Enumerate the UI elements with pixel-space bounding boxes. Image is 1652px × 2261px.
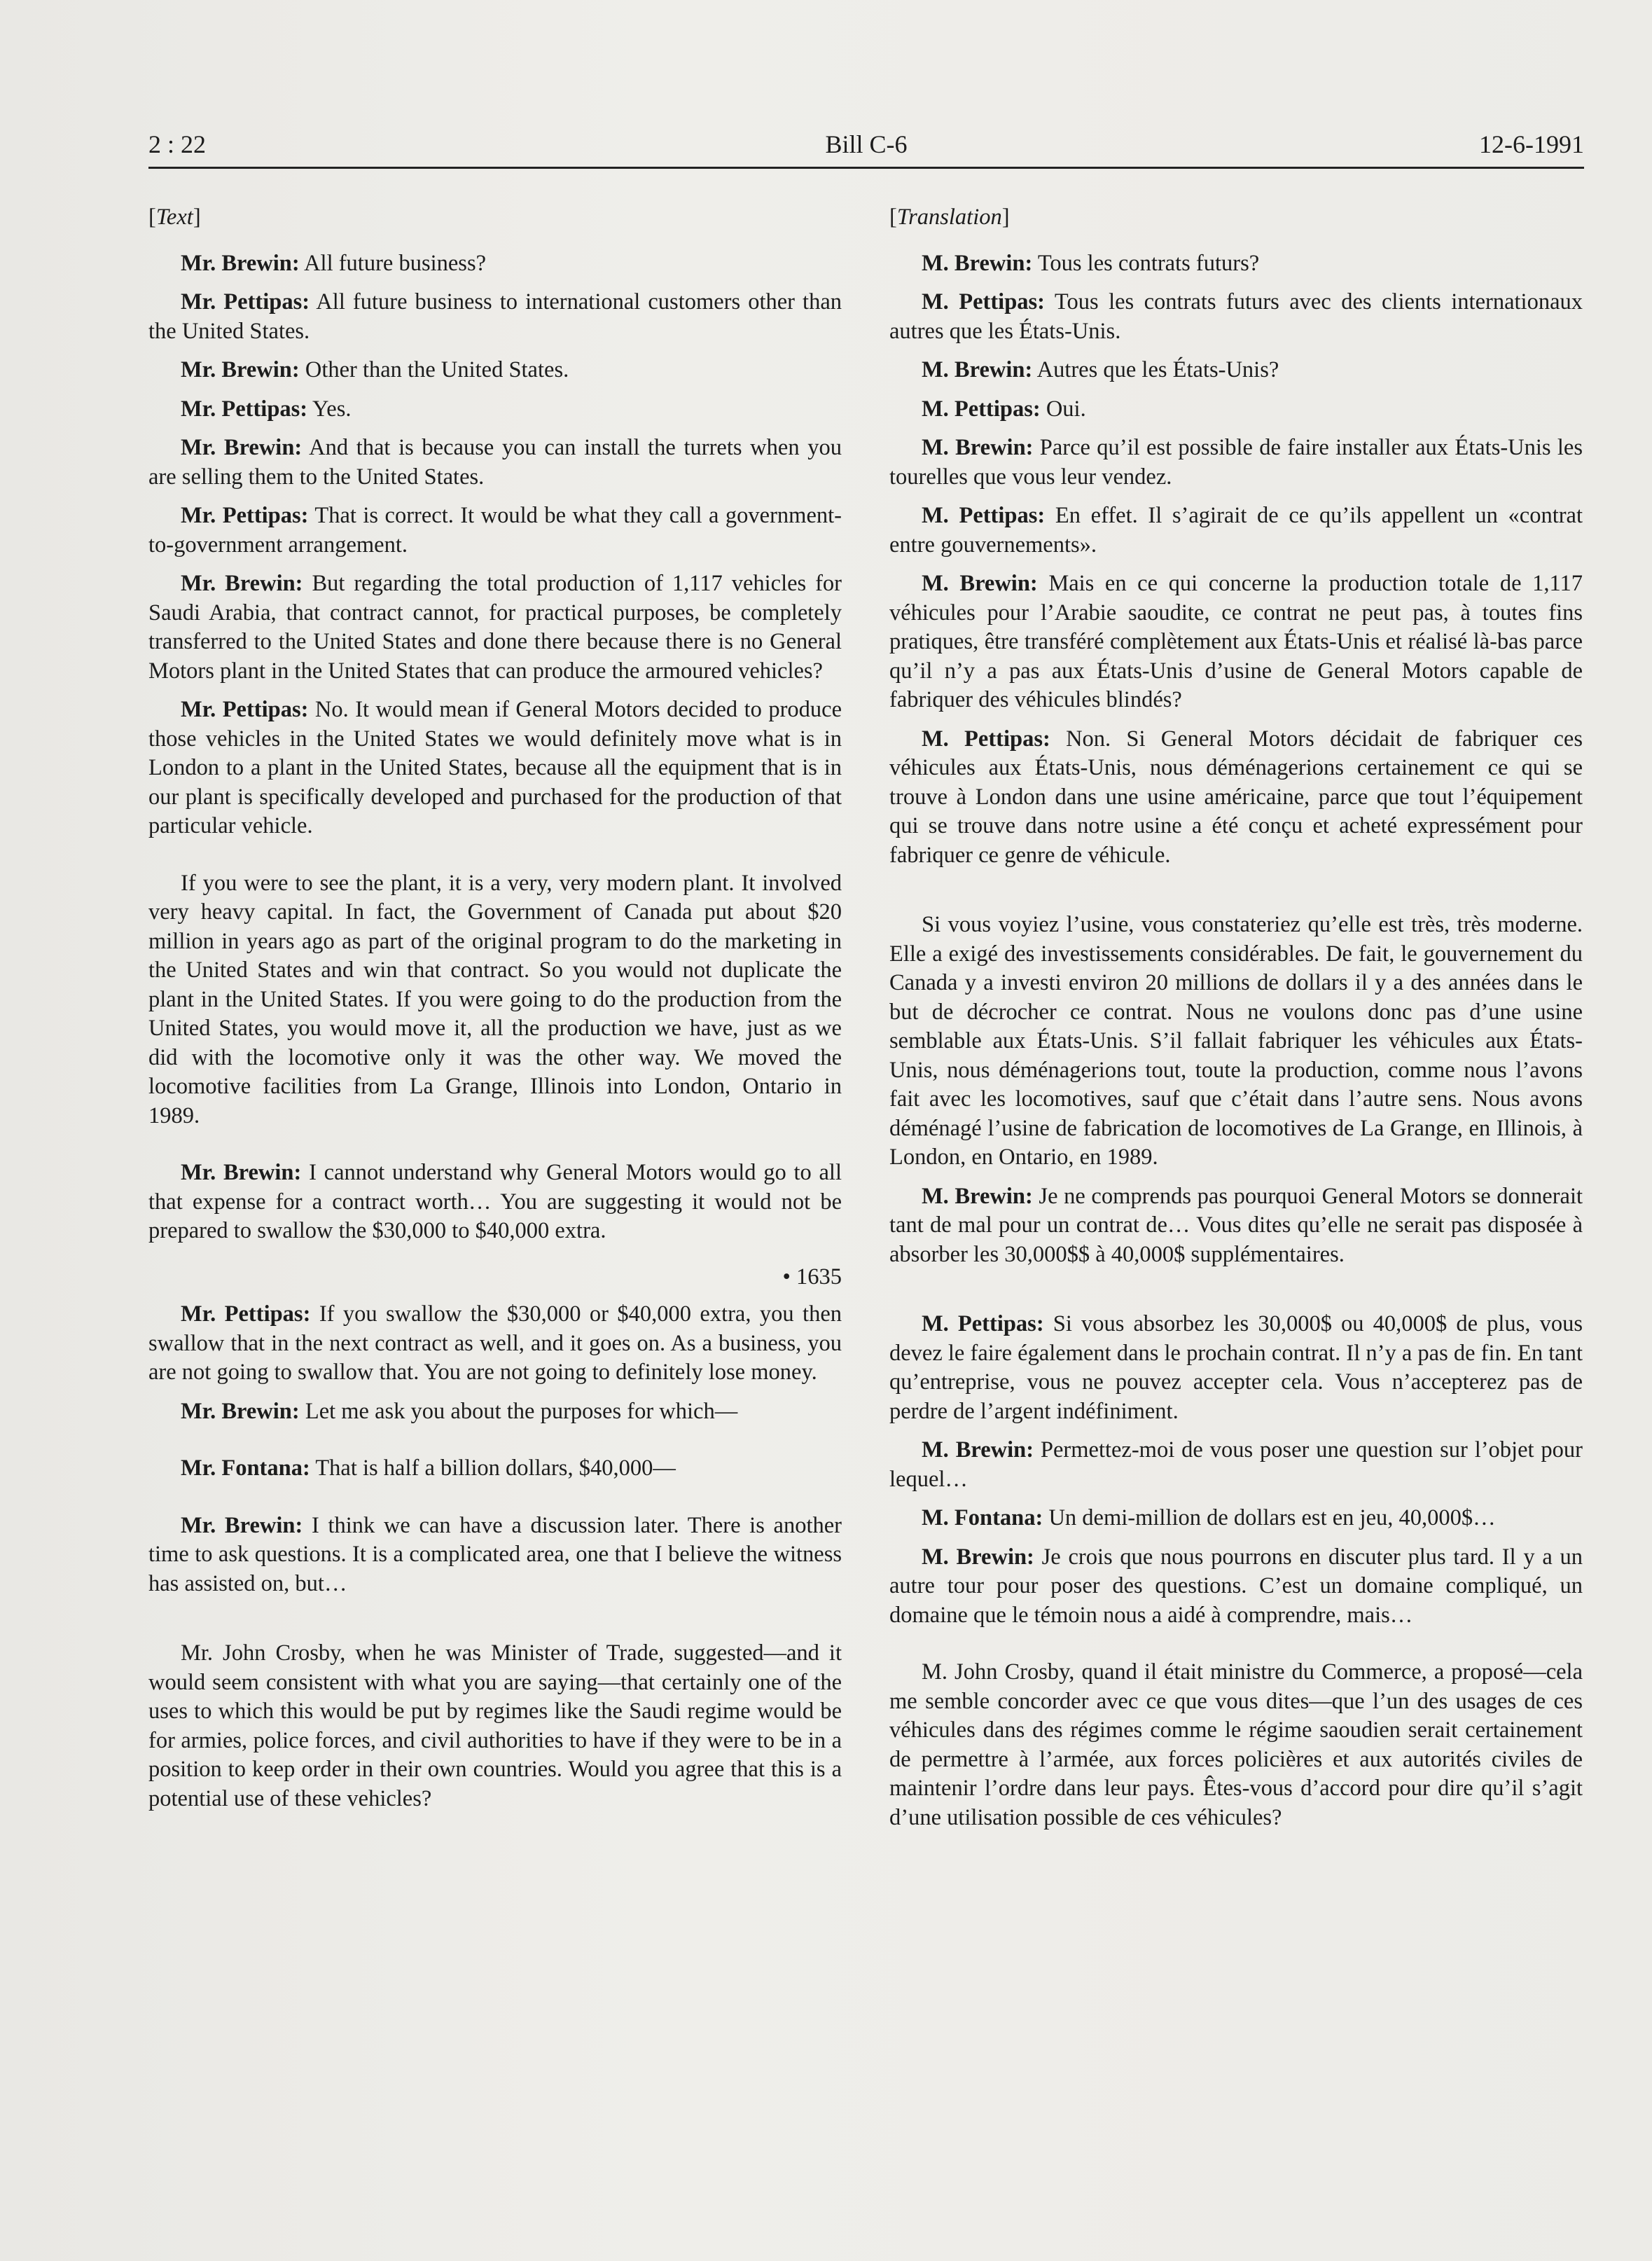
transcript-paragraph: Mr. Brewin: I think we can have a discussion later. There is another time to ask questions. It is a complicated area, one that I believe the witness has assisted on, but… [148, 1512, 842, 1596]
speaker-name: Mr. Pettipas: [181, 697, 309, 722]
transcript-paragraph: M. Fontana: Un demi-million de dollars est en jeu, 40,000$… [922, 1505, 1496, 1530]
speaker-name: M. Brewin: [922, 571, 1038, 596]
speaker-name: M. Brewin: [922, 357, 1033, 382]
transcript-paragraph: Mr. Pettipas: If you swallow the $30,000 or $40,000 extra, you then swallow that in the next contract as well, and it goes on. As a business, you are not going to swallow that. You are not going to definitely lose money. [148, 1301, 842, 1385]
transcript-paragraph: Mr. Brewin: I cannot understand why General Motors would go to all that expense for a contract worth… You are suggesting it would not be prepared to swallow the $30,000 to $40,000 extra. [148, 1160, 842, 1243]
speaker-name: Mr. Brewin: [181, 250, 300, 276]
bill-title: Bill C-6 [825, 130, 908, 158]
speaker-name: M. Pettipas: [922, 289, 1046, 314]
transcript-paragraph: Mr. Pettipas: No. It would mean if General Motors decided to produce those vehicles in the United States we would definitely move what is in London to a plant in the United States, because all the equipment that is in our plant is specifically developed and purchased for the production of that particular vehicle. [148, 697, 842, 838]
page-number: 2 : 22 [148, 130, 207, 158]
speaker-name: M. Brewin: [922, 1437, 1034, 1463]
transcript-paragraph: M. John Crosby, quand il était ministre du Commerce, a proposé—cela me semble concorder avec ce que vous dites—que l’un des usages de ces véhicules dans des régimes comme le régime saoudien serait certainement de permettre à l’armée, aux forces policières et aux autorités civiles de maintenir l’ordre dans leur pays. Êtes-vous d’accord pour dire qu’il s’agit d’une utilisation possible de ces véhicules? [889, 1659, 1583, 1830]
speaker-name: M. Brewin: [922, 1544, 1034, 1570]
transcript-paragraph: Mr. Pettipas: Yes. [181, 396, 352, 422]
transcript-paragraph: M. Brewin: Je ne comprends pas pourquoi General Motors se donnerait tant de mal pour un contrat de… Vous dites qu’elle ne serait pas disposée à absorber les 30,000$$ à 40,000$ supplémentaires. [889, 1183, 1583, 1267]
speaker-name: Mr. Pettipas: [181, 503, 309, 528]
transcript-paragraph: Mr. Brewin: But regarding the total production of 1,117 vehicles for Saudi Arabia, that contract cannot, for practical purposes, be completely transferred to the United States and done there because there is no General Motors plant in the United States that can produce the armoured vehicles? [148, 571, 842, 684]
speaker-name: Mr. Pettipas: [181, 1301, 311, 1327]
english-column [148, 203, 842, 1823]
sitting-date: 12-6-1991 [1479, 130, 1584, 158]
transcript-paragraph: Mr. Brewin: All future business? [181, 250, 487, 276]
transcript-paragraph: M. Pettipas: Tous les contrats futurs avec des clients internationaux autres que les États-Unis. [889, 289, 1583, 344]
transcript-paragraph: Mr. Brewin: And that is because you can install the turrets when you are selling them to the United States. [148, 435, 842, 490]
transcript-paragraph: M. Pettipas: Oui. [922, 396, 1086, 422]
speaker-name: Mr. Fontana: [181, 1456, 310, 1481]
transcript-paragraph: Mr. Pettipas: All future business to international customers other than the United States. [148, 289, 842, 344]
speaker-name: M. Brewin: [922, 435, 1034, 460]
transcript-paragraph: M. Brewin: Permettez-moi de vous poser une question sur l’objet pour lequel… [889, 1437, 1583, 1492]
speaker-name: M. Pettipas: [922, 396, 1041, 422]
speaker-name: M. Brewin: [922, 1183, 1033, 1209]
speaker-name: Mr. Brewin: [181, 1512, 303, 1538]
transcript-paragraph: Mr. Fontana: That is half a billion dollars, $40,000— [181, 1456, 676, 1481]
transcript-paragraph: M. Brewin: Je crois que nous pourrons en discuter plus tard. Il y a un autre tour pour poser des questions. C’est un domaine compliqué, un domaine que le témoin nous a aidé à comprendre, mais… [889, 1544, 1583, 1628]
speaker-name: Mr. Brewin: [181, 1160, 302, 1185]
speaker-name: M. Pettipas: [922, 726, 1050, 752]
speaker-name: M. Pettipas: [922, 503, 1046, 528]
transcript-paragraph: Mr. Brewin: Let me ask you about the purposes for which— [181, 1398, 738, 1424]
speaker-name: Mr. Brewin: [181, 357, 300, 382]
speaker-name: Mr. Brewin: [181, 435, 303, 460]
transcript-paragraph: If you were to see the plant, it is a very, very modern plant. It involved very heavy capital. In fact, the Government of Canada put about $20 million in years ago as part of the original program to do the marketing in the United States and win that contract. So you would not duplicate the plant in the United States. If you were going to do the production from the United States, you would move it, all the production we have, just as we did with the locomotive only it was the other way. We moved the locomotive facilities from La Grange, Illinois into London, Ontario in 1989. [148, 870, 842, 1128]
french-column-tag: [Translation] [889, 205, 1010, 230]
speaker-name: M. Fontana: [922, 1505, 1043, 1530]
transcript-paragraph: Mr. Pettipas: That is correct. It would be what they call a government-to-government arrangement. [148, 503, 842, 558]
speaker-name: Mr. Brewin: [181, 571, 303, 596]
transcript-paragraph: M. Pettipas: En effet. Il s’agirait de ce qu’ils appellent un «contrat entre gouvernements». [889, 503, 1583, 558]
speaker-name: Mr. Pettipas: [181, 289, 310, 314]
page-header [148, 125, 1584, 169]
speaker-name: M. Pettipas: [922, 1311, 1044, 1336]
transcript-paragraph: M. Brewin: Autres que les États-Unis? [922, 357, 1279, 382]
transcript-paragraph: M. Brewin: Mais en ce qui concerne la production totale de 1,117 véhicules pour l’Arabie saoudite, ce contrat ne peut pas, à toutes fins pratiques, être transféré complètement aux États-Unis et réalisé là-bas parce qu’il n’y a pas aux États-Unis d’usine de General Motors capable de fabriquer des véhicules blindés? [889, 571, 1583, 712]
transcript-paragraph: M. Brewin: Parce qu’il est possible de faire installer aux États-Unis les tourelles que vous leur vendez. [889, 435, 1583, 490]
timestamp-marker: • 1635 [782, 1264, 842, 1289]
english-column-tag: [Text] [148, 205, 201, 230]
french-column [889, 203, 1583, 1842]
speaker-name: M. Brewin: [922, 250, 1033, 276]
transcript-paragraph: Mr. John Crosby, when he was Minister of Trade, suggested—and it would seem consistent with what you are saying—that certainly one of the uses to which this would be put by regimes like the Saudi regime would be for armies, police forces, and civil authorities to have if they were to be in a position to keep order in their own countries. Would you agree that this is a potential use of these vehicles? [148, 1640, 842, 1811]
speaker-name: Mr. Pettipas: [181, 396, 308, 422]
speaker-name: Mr. Brewin: [181, 1398, 300, 1424]
transcript-paragraph: Si vous voyiez l’usine, vous constateriez qu’elle est très, très moderne. Elle a exigé des investissements considérables. De fait, le gouvernement du Canada y a investi environ 20 millions de dollars il y a des années dans le but de décrocher ce contrat. Nous ne voulons donc pas d’une usine semblable aux États-Unis. S’il fallait fabriquer les véhicules aux États-Unis, nous déménagerions tout, toute la production, comme nous l’avons fait avec les locomotives, sauf que c’était dans l’autre sens. Nous avons déménagé l’usine de fabrication de locomotives de La Grange, en Illinois, à London, en Ontario, en 1989. [889, 912, 1583, 1170]
transcript-paragraph: M. Pettipas: Non. Si General Motors décidait de fabriquer ces véhicules aux États-Unis, nous déménagerions certainement ce qui se trouve à London dans une usine américaine, parce que tout l’équipement qui se trouve dans notre usine a été conçu et acheté expressément pour fabriquer ce genre de véhicule. [889, 726, 1583, 868]
transcript-paragraph: M. Brewin: Tous les contrats futurs? [922, 250, 1260, 276]
transcript-paragraph: Mr. Brewin: Other than the United States. [181, 357, 569, 382]
transcript-paragraph: M. Pettipas: Si vous absorbez les 30,000$ ou 40,000$ de plus, vous devez le faire également dans le prochain contrat. Il n’y a pas de fin. En tant qu’entreprise, vous ne pouvez accepter cela. Vous n’accepterez pas de perdre de l’argent indéfiniment. [889, 1311, 1583, 1424]
